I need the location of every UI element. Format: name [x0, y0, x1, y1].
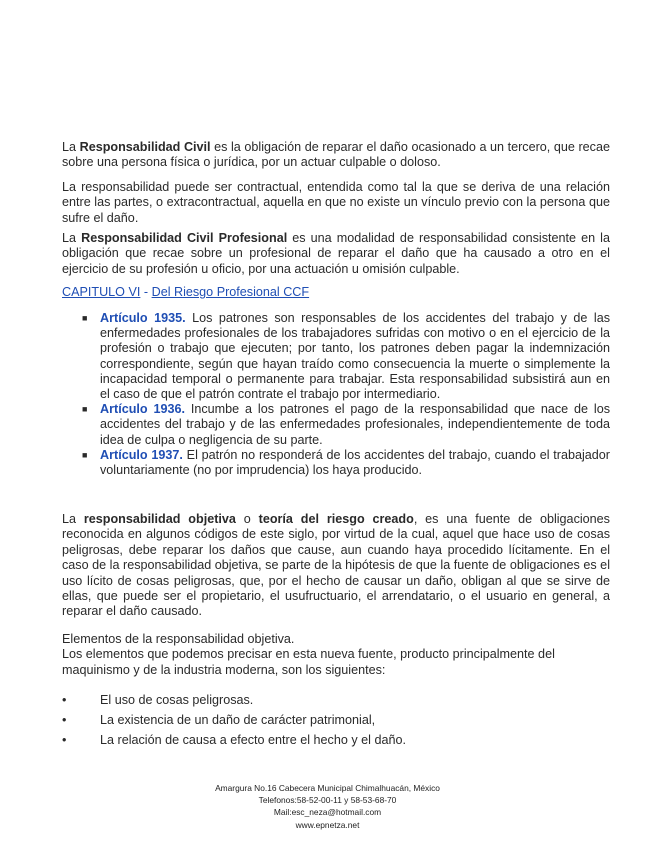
article-text: Los patrones son responsables de los accidentes del trabajo y de las enfermedades profesionales de los trabajadores sufridas con motivo o en el ejercicio de la profesión o trabajo que ejecuten; por tanto, los patrones deben pagar la indemnización correspondiente, según que hayan traído como consecuencia la muerte o simplemente la incapacidad temporal o permanente para trabajar. Esta responsabilidad subsistirá aun en el caso de que el patrón contrate el trabajo por intermediario. [100, 311, 610, 402]
term-teoria-riesgo-creado: teoría del riesgo creado [258, 512, 414, 526]
text-lead: La [62, 140, 80, 154]
article-title: Artículo 1936. [100, 402, 185, 417]
bullet-icon: • [62, 733, 67, 747]
element-item [62, 693, 406, 713]
footer-website: www.epnetza.net [295, 819, 360, 830]
text-rest: es la obligación de reparar el daño ocasionado a un tercero, que recae sobre una persona física o jurídica, por un actuar culpable o doloso. [62, 140, 610, 170]
articles-list [82, 311, 610, 478]
paragraph-contractual: La responsabilidad puede ser contractual, entendida como tal la que se deriva de una relación entre las partes, o extracontractual, aquella en que no existe un vínculo previo con la persona que sufre el daño. [62, 180, 610, 225]
text-mid: o [235, 512, 259, 526]
article-item [82, 402, 610, 448]
paragraph-civil-responsibility [62, 140, 610, 171]
footer-email: Mail:esc_neza@hotmail.com [273, 807, 382, 818]
text-lead: La [62, 231, 82, 245]
element-text: El uso de cosas peligrosas. [100, 693, 254, 707]
elements-title: Elementos de la responsabilidad objetiva. [62, 632, 295, 646]
term-responsabilidad-objetiva: responsabilidad objetiva [83, 512, 236, 526]
bullet-icon: ■ [82, 449, 88, 460]
page-footer [0, 782, 655, 831]
bullet-icon: ■ [82, 313, 88, 323]
riesgo-profesional-link[interactable]: Del Riesgo Profesional CCF [151, 285, 310, 299]
elements-intro: Los elementos que podemos precisar en esta nueva fuente, producto principalmente del maquinismo y de la industria moderna, son los siguientes: [62, 647, 555, 677]
bullet-icon: • [62, 713, 67, 727]
chapter-separator: - [140, 285, 152, 299]
bullet-icon: ■ [82, 404, 88, 415]
article-title: Artículo 1937. [100, 447, 183, 462]
text-lead: La [62, 512, 84, 526]
element-item [62, 733, 406, 753]
article-text: Incumbe a los patrones el pago de la responsabilidad que nace de los accidentes del trabajo y de las enfermedades profesionales, independientemente de toda idea de culpa o negligencia de su parte. [100, 402, 610, 447]
chapter-links [62, 285, 309, 300]
text-rest: es una modalidad de responsabilidad consistente en la obligación que recae sobre un profesional de reparar el daño que ha causado a otro en el ejercicio de su profesión u oficio, por una actuación u omisión culpable. [62, 231, 610, 276]
article-text: El patrón no responderá de los accidentes del trabajo, cuando el trabajador voluntariamente (no por imprudencia) los haya producido. [100, 447, 610, 478]
article-item [82, 448, 610, 478]
elements-section [62, 632, 610, 678]
article-title: Artículo 1935. [100, 311, 186, 325]
text-rest: , es una fuente de obligaciones reconocida en algunos códigos de este siglo, por virtud de la cual, aquel que hace uso de cosas peligrosas, debe reparar los daños que cause, aun cuando haya procedido lícitamente. En el caso de la responsabilidad objetiva, se parte de la hipótesis de que la fuente de obligaciones es el uso lícito de cosas peligrosas, que, por el hecho de causar un daño, obligan al que se sirve de ellas, que puede ser el propietario, el usufructuario, el arrendatario, o el usuario en general, a reparar el daño causado. [62, 512, 610, 619]
paragraph-objective-responsibility [62, 512, 610, 620]
article-item [82, 311, 610, 402]
chapter-link[interactable]: CAPITULO VI [62, 285, 141, 299]
term-responsabilidad-civil: Responsabilidad Civil [79, 140, 211, 154]
element-text: La relación de causa a efecto entre el hecho y el daño. [100, 733, 406, 747]
element-text: La existencia de un daño de carácter patrimonial, [100, 713, 376, 727]
footer-address: Amargura No.16 Cabecera Municipal Chimalhuacán, México [215, 783, 440, 793]
bullet-icon: • [62, 693, 67, 707]
footer-phones: Telefonos:58-52-00-11 y 58-53-68-70 [258, 795, 397, 806]
paragraph-professional-responsibility [62, 231, 610, 277]
element-item [62, 713, 406, 733]
elements-list [62, 693, 406, 753]
term-responsabilidad-civil-profesional: Responsabilidad Civil Profesional [81, 231, 288, 245]
